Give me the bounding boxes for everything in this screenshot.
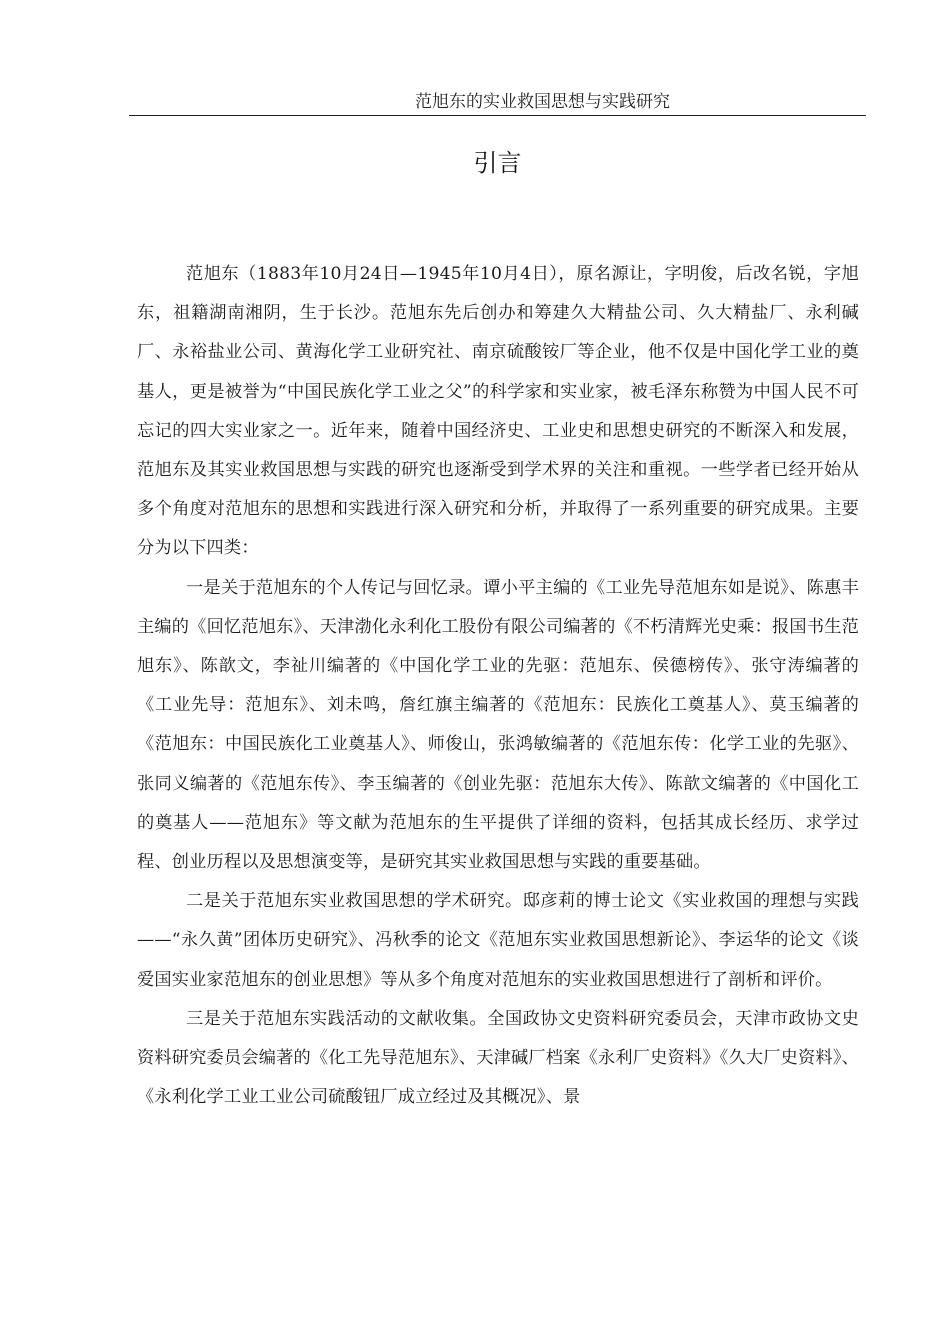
body-text xyxy=(137,255,859,1117)
section-title: 引言 xyxy=(473,149,522,177)
paragraph-category-3: 三是关于范旭东实践活动的文献收集。全国政协文史资料研究委员会，天津市政协文史资料研究委员会编著的《化工先导范旭东》、天津碱厂档案《永利厂史资料》《久大厂史资料》、《永利化学工业工业公司硫酸钮厂成立经过及其概况》、景 xyxy=(137,1008,859,1108)
paragraph-category-1: 一是关于范旭东的个人传记与回忆录。谭小平主编的《工业先导范旭东如是说》、陈惠丰主编的《回忆范旭东》、天津渤化永利化工股份有限公司编著的《不朽清辉光史乘：报国书生范旭东》、陈歆文，李祉川编著的《中国化学工业的先驱：范旭东、侯德榜传》、张守涛编著的《工业先导：范旭东》、刘未鸣，詹红旗主编著的《范旭东：民族化工奠基人》、莫玉编著的《范旭东：中国民族化工业奠基人》、师俊山，张鸿敏编著的《范旭东传：化学工业的先驱》、张同义编著的《范旭东传》、李玉编著的《创业先驱：范旭东大传》、陈歆文编著的《中国化工的奠基人——范旭东》等文献为范旭东的生平提供了详细的资料，包括其成长经历、求学过程、创业历程以及思想演变等，是研究其实业救国思想与实践的重要基础。 xyxy=(137,577,859,873)
paragraph-category-2: 二是关于范旭东实业救国思想的学术研究。邸彦莉的博士论文《实业救国的理想与实践——“永久黄”团体历史研究》、冯秋季的论文《范旭东实业救国思想新论》、李运华的论文《谈爱国实业家范旭东的创业思想》等从多个角度对范旭东的实业救国思想进行了剖析和评价。 xyxy=(137,891,859,990)
running-header: 范旭东的实业救国思想与实践研究 xyxy=(415,92,670,112)
header-divider xyxy=(129,115,866,116)
paragraph-intro: 范旭东（1883年10月24日—1945年10月4日），原名源让，字明俊，后改名锐，字旭东，祖籍湖南湘阴，生于长沙。范旭东先后创办和筹建久大精盐公司、久大精盐厂、永利碱厂、永裕盐业公司、黄海化学工业研究社、南京硫酸铵厂等企业，他不仅是中国化学工业的奠基人，更是被誉为“中国民族化学工业之父”的科学家和实业家，被毛泽东称赞为中国人民不可忘记的四大实业家之一。近年来，随着中国经济史、工业史和思想史研究的不断深入和发展，范旭东及其实业救国思想与实践的研究也逐渐受到学术界的关注和重视。一些学者已经开始从多个角度对范旭东的思想和实践进行深入研究和分析，并取得了一系列重要的研究成果。主要分为以下四类： xyxy=(137,264,859,559)
